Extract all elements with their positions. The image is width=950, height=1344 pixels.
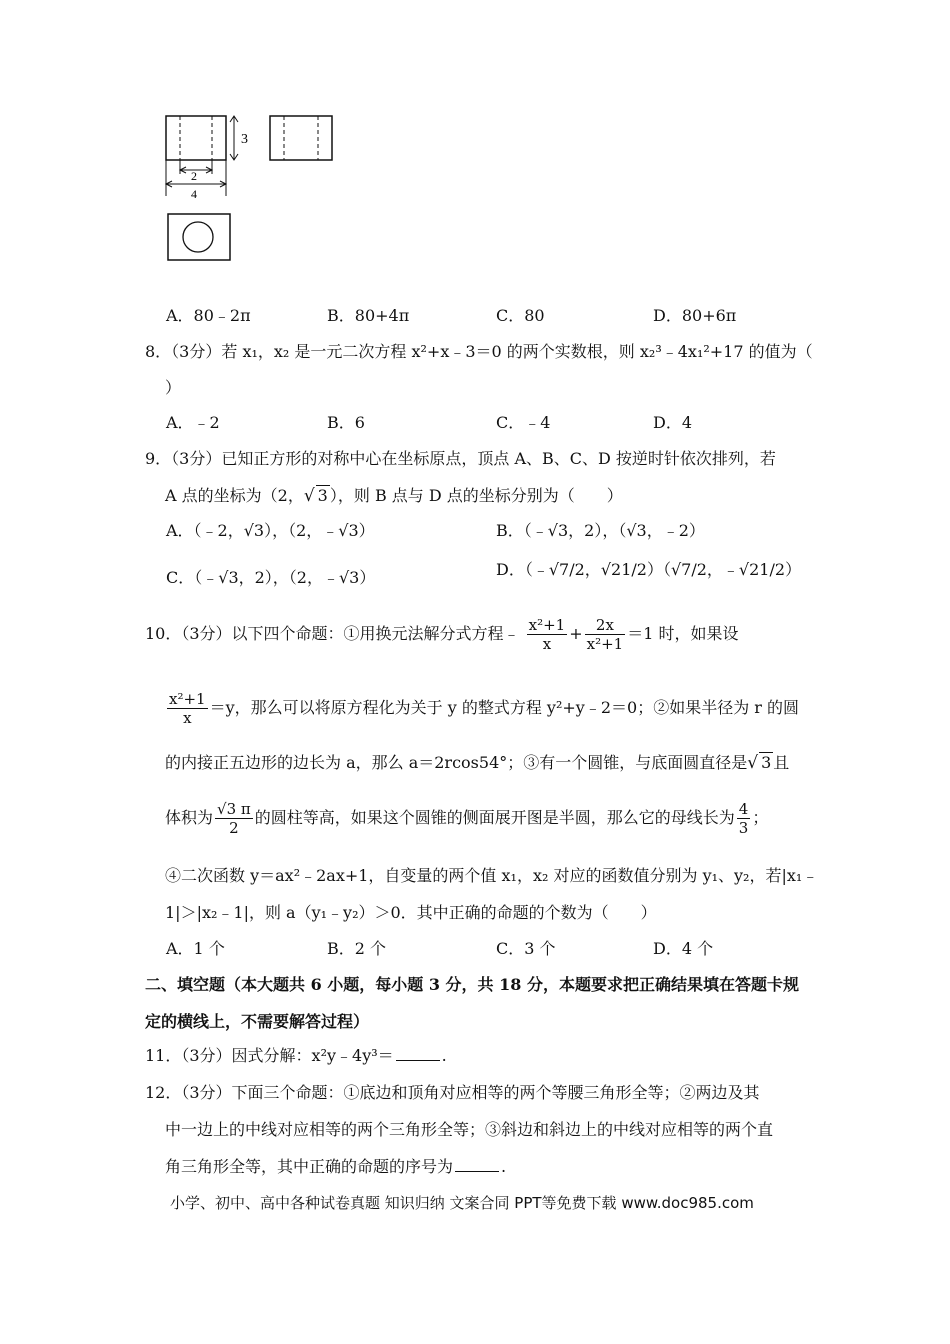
q10-line3: 的内接正五边形的边长为 a，那么 a＝2rcos54°；③有一个圆锥，与底面圆直径是√ 3 且	[165, 753, 790, 773]
q10-line1: 10．（3分）以下四个命题：①用换元法解分式方程﹣ $\frac{\text{x²+1}}{x}$ + $\frac{2x}{\text{x²+1}}$ ＝1 时，如果设	[145, 616, 739, 653]
q9-option-c: C．（﹣√3，2），（2，﹣√3）	[166, 568, 376, 587]
q8-option-b: B．6	[327, 413, 365, 432]
q9-option-b: B．（﹣√3，2），（√3，﹣2）	[496, 521, 705, 540]
q8-option-a: A．﹣2	[166, 413, 220, 432]
dim-inner: 2	[191, 169, 197, 183]
side-view	[270, 116, 332, 160]
q10-line5: ④二次函数 y＝ax²﹣2ax+1，自变量的两个值 x₁，x₂ 对应的函数值分别为 y₁、y₂，若|x₁﹣	[165, 866, 819, 885]
front-view	[166, 116, 226, 160]
q7-option-c: C．80	[496, 306, 545, 325]
q12-answer-blank	[455, 1171, 499, 1172]
q8-line1: 8．（3分）若 x₁，x₂ 是一元二次方程 x²+x﹣3＝0 的两个实数根，则 x₂³﹣4x₁²+17 的值为（	[145, 342, 813, 361]
q9-line1: 9．（3分）已知正方形的对称中心在坐标原点，顶点 A、B、C、D 按逆时针依次排列，若	[145, 449, 776, 468]
q9-option-a: A．（﹣2，√3），（2，﹣√3）	[166, 521, 375, 540]
q9-line2: A 点的坐标为（2，√ 3 ），则 B 点与 D 点的坐标分别为（ ）	[165, 486, 623, 506]
q10-frac1: $\frac{\text{x²+1}}{x}$	[528, 616, 566, 653]
q10-frac2: $\frac{2x}{\text{x²+1}}$	[586, 616, 624, 653]
q10-option-b: B．2 个	[327, 939, 387, 958]
q7-option-b: B．80+4π	[327, 306, 410, 325]
q8-line2: ）	[165, 378, 182, 397]
q10-option-c: C．3 个	[496, 939, 556, 958]
q9-option-d: D．（﹣√7/2，√21/2）（√7/2，﹣√21/2）	[496, 560, 802, 579]
q12-line1: 12．（3分）下面三个命题：①底边和顶角对应相等的两个等腰三角形全等；②两边及其	[145, 1083, 760, 1102]
q12-line3: 角三角形全等，其中正确的命题的序号为 .	[165, 1157, 507, 1176]
q10-line6: 1|＞|x₂﹣1|，则 a（y₁﹣y₂）＞0．其中正确的命题的个数为（ ）	[165, 903, 657, 922]
footer-text: 小学、初中、高中各种试卷真题 知识归纳 文案合同 PPT等免费下载 www.doc985.com	[170, 1194, 754, 1212]
q10-option-a: A．1 个	[166, 939, 225, 958]
q10-option-d: D．4 个	[653, 939, 714, 958]
q8-option-d: D．4	[653, 413, 693, 432]
q7-option-a: A．80﹣2π	[166, 306, 251, 325]
q11: 11．（3分）因式分解：x²y﹣4y³＝ .	[145, 1046, 447, 1065]
q10-line4: 体积为 $\frac{√3 \pi}{2}$ 的圆柱等高，如果这个圆锥的侧面展开图是半圆，那么它的母线长为 $\frac{4}{3}$ ；	[165, 800, 769, 837]
section2-heading-line1: 二、填空题（本大题共 6 小题，每小题 3 分，共 18 分，本题要求把正确结果填在答题卡规	[145, 975, 799, 994]
q7-option-d: D．80+6π	[653, 306, 737, 325]
q11-answer-blank	[396, 1060, 440, 1061]
three-view-figure	[160, 108, 340, 268]
dim-outer: 4	[191, 187, 197, 201]
dim-height: 3	[241, 132, 248, 147]
q12-line2: 中一边上的中线对应相等的两个三角形全等；③斜边和斜边上的中线对应相等的两个直	[165, 1120, 774, 1139]
q8-option-c: C．﹣4	[496, 413, 551, 432]
top-view	[168, 214, 230, 260]
q10-line2: $\frac{\text{x²+1}}{x}$ ＝y，那么可以将原方程化为关于 y 的整式方程 y²+y﹣2＝0；②如果半径为 r 的圆	[169, 690, 800, 727]
section2-heading-line2: 定的横线上，不需要解答过程）	[145, 1012, 370, 1031]
